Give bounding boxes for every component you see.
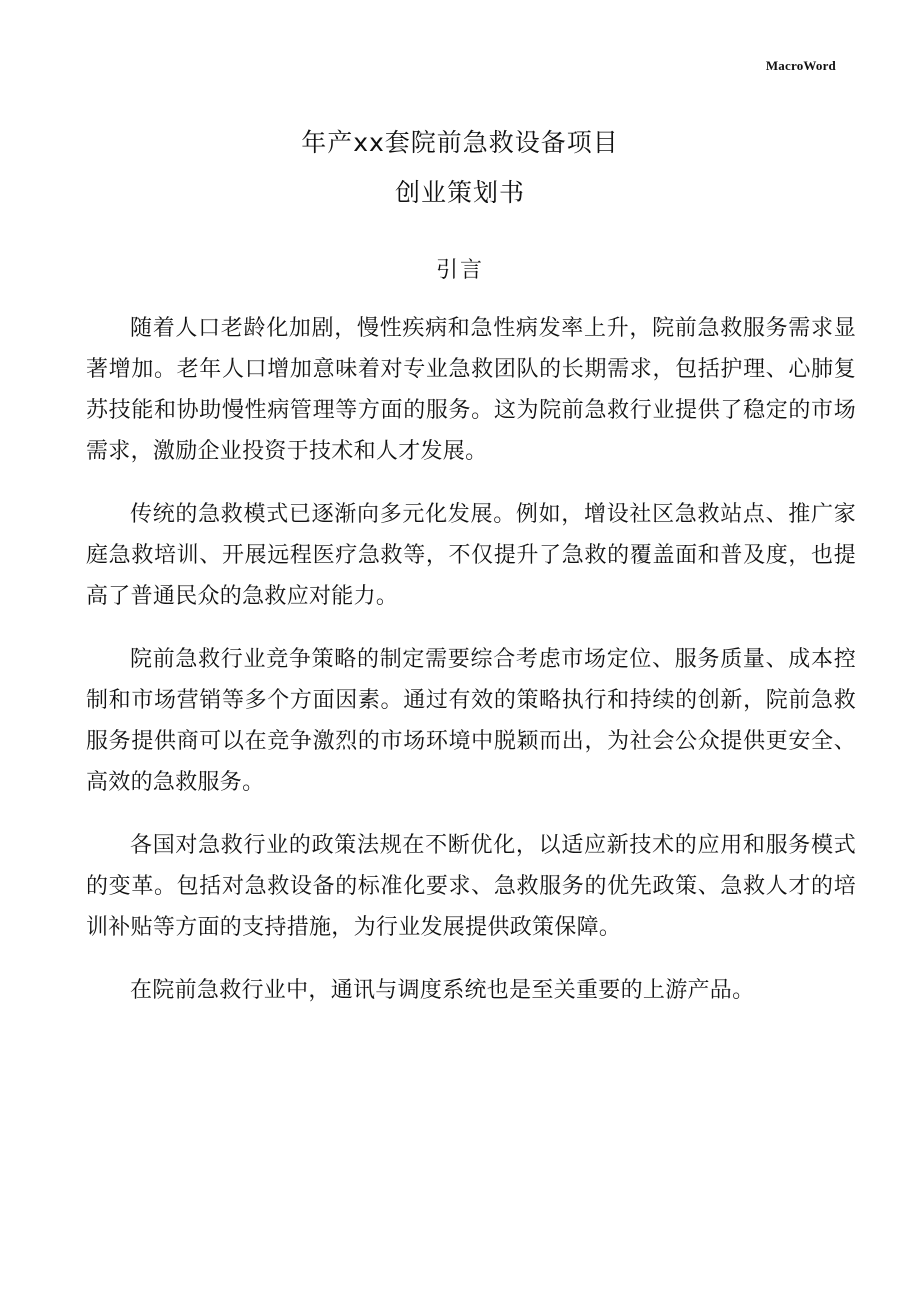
document-body	[86, 308, 856, 1033]
title-line-1: 年产xx套院前急救设备项目	[301, 128, 619, 157]
section-heading: 引言	[435, 258, 484, 283]
header-brand: MacroWord	[765, 58, 836, 73]
paragraph: 传统的急救模式已逐渐向多元化发展。例如，增设社区急救站点、推广家庭急救培训、开展远程医疗急救等，不仅提升了急救的覆盖面和普及度，也提高了普通民众的急救应对能力。	[86, 502, 856, 609]
paragraph: 各国对急救行业的政策法规在不断优化，以适应新技术的应用和服务模式的变革。包括对急救设备的标准化要求、急救服务的优先政策、急救人才的培训补贴等方面的支持措施，为行业发展提供政策保障。	[86, 833, 856, 940]
paragraph: 在院前急救行业中，通讯与调度系统也是至关重要的上游产品。	[130, 978, 755, 1003]
paragraph: 院前急救行业竞争策略的制定需要综合考虑市场定位、服务质量、成本控制和市场营销等多个方面因素。通过有效的策略执行和持续的创新，院前急救服务提供商可以在竞争激烈的市场环境中脱颖而出，为社会公众提供更安全、高效的急救服务。	[86, 647, 856, 795]
document-title	[0, 118, 920, 218]
title-line-2: 创业策划书	[394, 178, 525, 207]
paragraph: 随着人口老龄化加剧，慢性疾病和急性病发率上升，院前急救服务需求显著增加。老年人口增加意味着对专业急救团队的长期需求，包括护理、心肺复苏技能和协助慢性病管理等方面的服务。这为院前急救行业提供了稳定的市场需求，激励企业投资于技术和人才发展。	[86, 316, 856, 464]
